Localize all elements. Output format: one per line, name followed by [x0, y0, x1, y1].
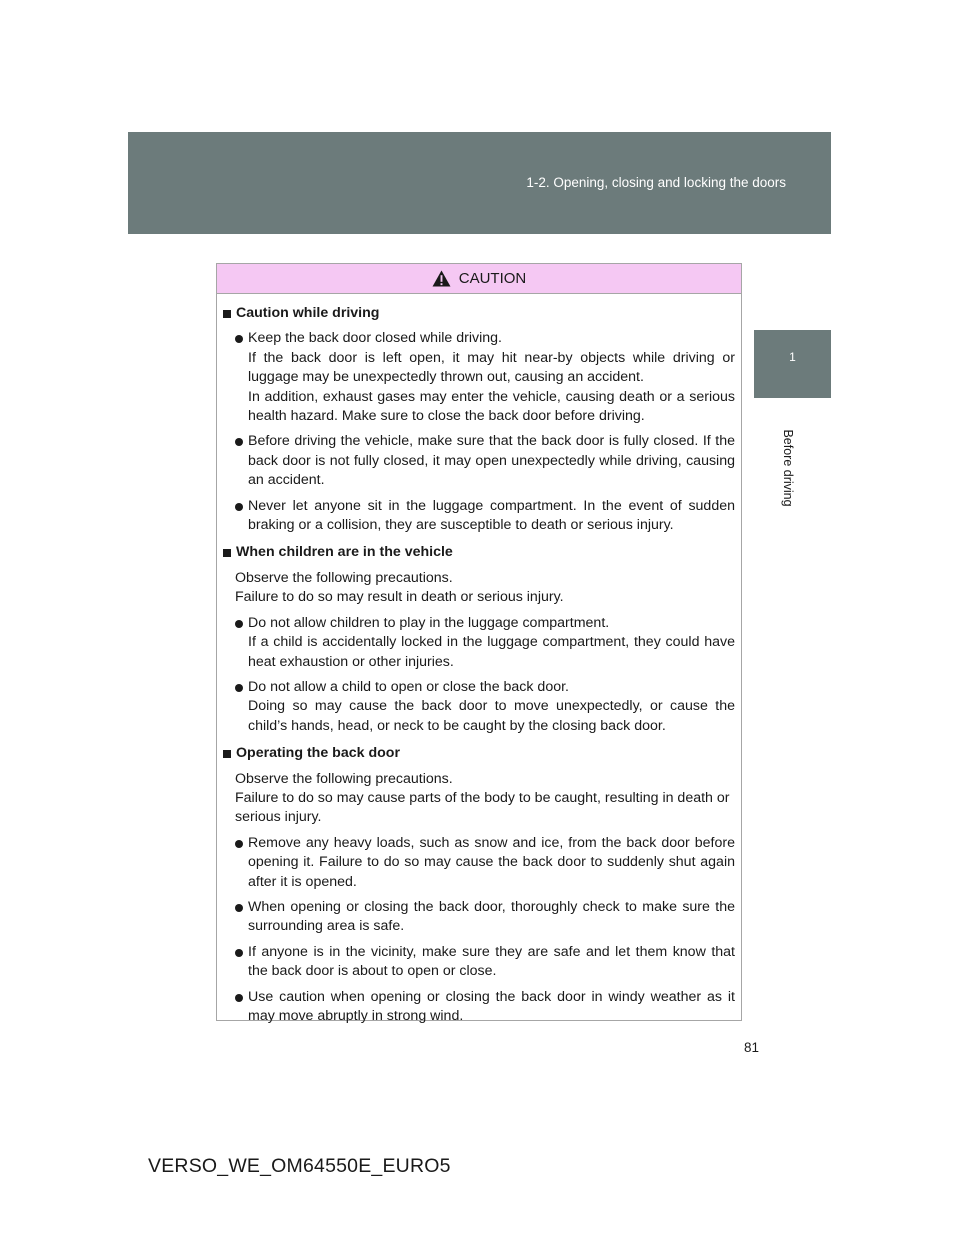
bullet-line: Use caution when opening or closing the back door in windy weather as it may move abruptly in strong wind. [248, 988, 735, 1024]
caution-section [223, 543, 735, 736]
bullet-text [248, 614, 735, 672]
bullet-item [223, 898, 735, 937]
round-bullet-icon [235, 438, 243, 446]
intro-line: Failure to do so may cause parts of the body to be caught, resulting in death or serious injury. [235, 789, 730, 826]
bullet-text [248, 497, 735, 536]
round-bullet-icon [235, 335, 243, 343]
chapter-section-label: Before driving [781, 429, 795, 507]
bullet-line: If anyone is in the vicinity, make sure they are safe and let them know that the back door is about to open or close. [248, 943, 735, 980]
section-title-text: Caution while driving [236, 305, 380, 321]
bullet-item [223, 834, 735, 892]
intro-line: Observe the following precautions. [235, 770, 453, 787]
bullet-text [248, 678, 735, 736]
bullet-line: Do not allow children to play in the luggage compartment. [248, 614, 610, 631]
caution-section [223, 744, 735, 1026]
bullet-line: Do not allow a child to open or close the back door. [248, 678, 569, 695]
bullet-line: Before driving the vehicle, make sure that the back door is fully closed. If the back door is not fully closed, it may open unexpectedly while driving, causing an accident. [248, 433, 735, 489]
document-code: VERSO_WE_OM64550E_EURO5 [148, 1155, 451, 1177]
bullet-item [223, 678, 735, 736]
page-number: 81 [744, 1040, 760, 1055]
section-intro [223, 569, 735, 608]
bullet-text [248, 988, 735, 1027]
bullet-text [248, 432, 735, 490]
bullet-item [223, 497, 735, 536]
bullet-item [223, 432, 735, 490]
round-bullet-icon [235, 949, 243, 957]
bullet-line: If a child is accidentally locked in the luggage compartment, they could have heat exhaustion or other injuries. [248, 634, 735, 670]
bullet-line: Never let anyone sit in the luggage compartment. In the event of sudden braking or a collision, they are susceptible to death or serious injury. [248, 497, 735, 534]
bullet-line: Remove any heavy loads, such as snow and ice, from the back door before opening it. Failure to do so may cause the back door to suddenly shut again after it is opened. [248, 834, 735, 890]
bullet-item [223, 329, 735, 426]
section-title-text: Operating the back door [236, 745, 400, 762]
intro-line: Observe the following precautions. [235, 569, 453, 586]
round-bullet-icon [235, 840, 243, 848]
chapter-number: 1 [789, 350, 796, 364]
caution-header [217, 264, 741, 294]
bullet-line: Keep the back door closed while driving. [248, 330, 502, 347]
bullet-line: In addition, exhaust gases may enter the vehicle, causing death or a serious health hazard. Make sure to close the back door before driving. [248, 388, 735, 425]
bullet-text [248, 898, 735, 937]
round-bullet-icon [235, 904, 243, 912]
round-bullet-icon [235, 994, 243, 1002]
section-title [223, 543, 735, 562]
square-bullet-icon [223, 310, 231, 318]
bullet-text [248, 329, 735, 426]
section-title [223, 744, 735, 763]
caution-body [217, 294, 741, 1026]
caution-box [216, 263, 742, 1024]
bullet-item [223, 988, 735, 1027]
round-bullet-icon [235, 620, 243, 628]
section-title [223, 304, 735, 323]
section-title-text: When children are in the vehicle [236, 544, 453, 561]
section-intro [223, 770, 735, 828]
bullet-text [248, 943, 735, 982]
bullet-line: When opening or closing the back door, thoroughly check to make sure the surrounding area is safe. [248, 898, 735, 935]
chapter-title: 1-2. Opening, closing and locking the doors [526, 175, 786, 190]
caution-heading: CAUTION [458, 270, 527, 287]
bullet-item [223, 943, 735, 982]
caution-section [223, 304, 735, 535]
header-band [128, 132, 831, 234]
bullet-text [248, 834, 735, 892]
bullet-item [223, 614, 735, 672]
square-bullet-icon [223, 549, 231, 557]
intro-line: Failure to do so may result in death or serious injury. [235, 589, 564, 606]
warning-triangle-icon [432, 270, 451, 287]
round-bullet-icon [235, 503, 243, 511]
square-bullet-icon [223, 750, 231, 758]
bullet-line: Doing so may cause the back door to move unexpectedly, or cause the child’s hands, head, or neck to be caught by the closing back door. [248, 698, 735, 734]
round-bullet-icon [235, 684, 243, 692]
bullet-line: If the back door is left open, it may hit near-by objects while driving or luggage may be unexpectedly thrown out, causing an accident. [248, 349, 735, 386]
